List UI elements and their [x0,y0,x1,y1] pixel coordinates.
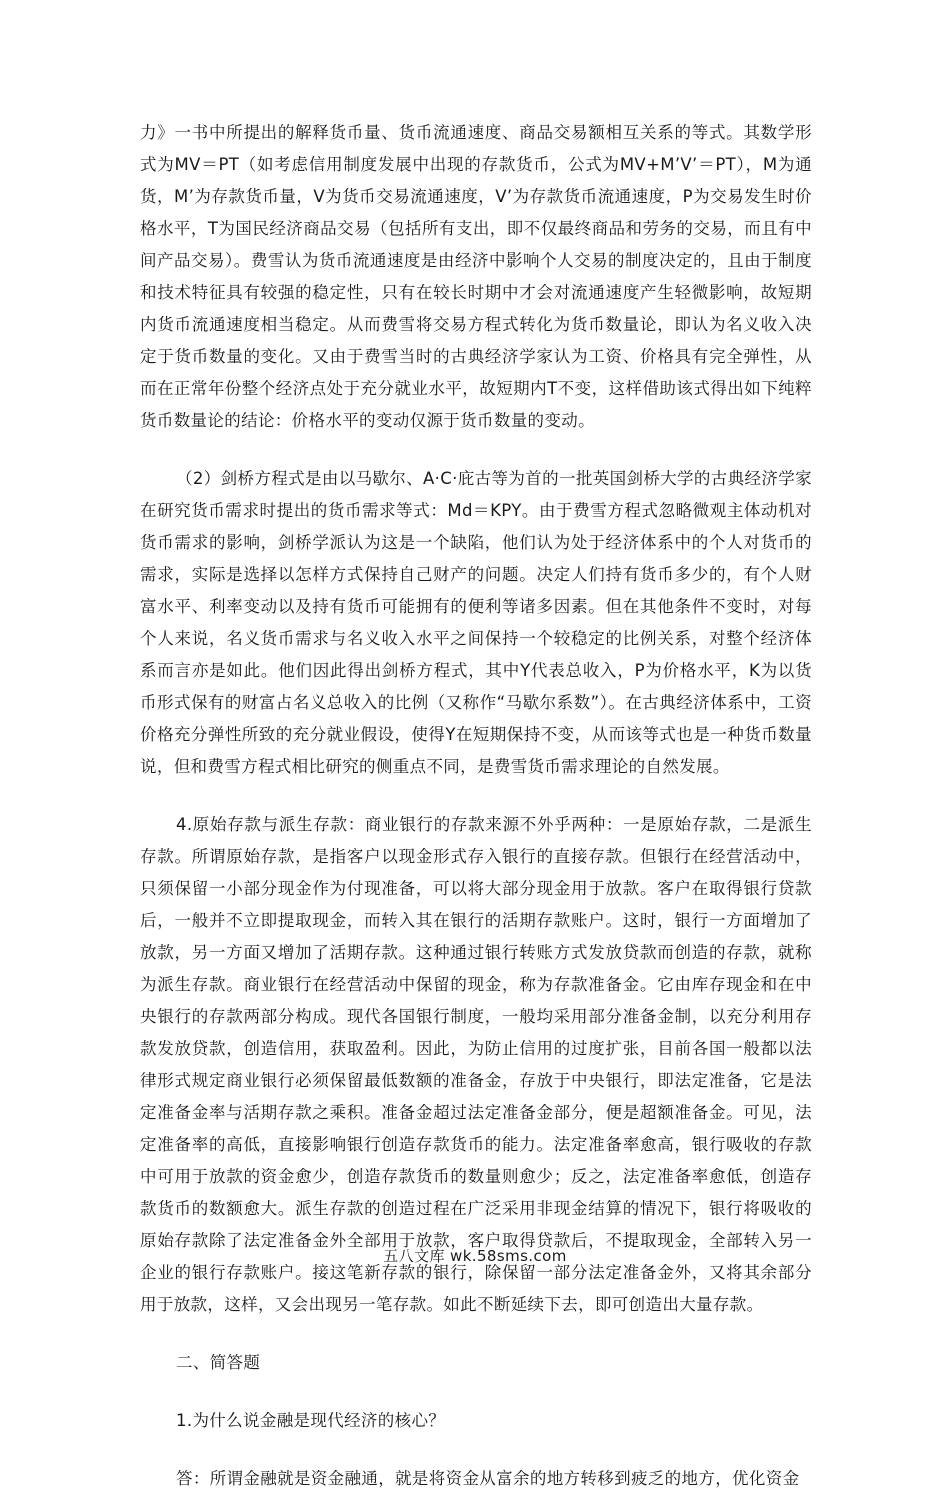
paragraph-spacer [140,1321,812,1347]
paragraph-spacer [140,1437,812,1463]
document-body [140,117,812,1495]
page-footer: 五八文库 wk.58sms.com [383,1247,567,1265]
question-heading: 1.为什么说金融是现代经济的核心？ [176,1411,446,1430]
paragraph-spacer [140,1379,812,1405]
paragraph-spacer [140,437,812,463]
paragraph-cambridge-equation: （2）剑桥方程式是由以马歇尔、A·C·庇古等为首的一批英国剑桥大学的古典经济学家在研究货币需求时提出的货币需求等式：Md＝KPY。由于费雪方程式忽略微观主体动机对货币需求的影响，剑桥学派认为这是一个缺陷，他们认为处于经济体系中的个人对货币的需求，实际是选择以怎样方式保持自己财产的问题。决定人们持有货币多少的，有个人财富水平、利率变动以及持有货币可能拥有的便利等诸多因素。但在其他条件不变时，对每个人来说，名义货币需求与名义收入水平之间保持一个较稳定的比例关系，对整个经济体系而言亦是如此。他们因此得出剑桥方程式，其中Y代表总收入，P为价格水平，K为以货币形式保有的财富占名义总收入的比例（又称作“马歇尔系数”）。在古典经济体系中，工资价格充分弹性所致的充分就业假设，使得Y在短期保持不变，从而该等式也是一种货币数量说，但和费雪方程式相比研究的侧重点不同，是费雪货币需求理论的自然发展。 [140,469,812,776]
paragraph-fisher-equation: 力》一书中所提出的解释货币量、货币流通速度、商品交易额相互关系的等式。其数学形式为MV＝PT（如考虑信用制度发展中出现的存款货币，公式为MV+M’V’＝PT），M为通货，M’为存款货币量，V为货币交易流通速度，V’为存款货币流通速度，P为交易发生时价格水平，T为国民经济商品交易（包括所有支出，即不仅最终商品和劳务的交易，而且有中间产品交易）。费雪认为货币流通速度是由经济中影响个人交易的制度决定的，且由于制度和技术特征具有较强的稳定性，只有在较长时期中才会对流通速度产生轻微影响，故短期内货币流通速度相当稳定。从而费雪将交易方程式转化为货币数量论，即认为名义收入决定于货币数量的变化。又由于费雪当时的古典经济学家认为工资、价格具有完全弹性，从而在正常年份整个经济点处于充分就业水平，故短期内T不变，这样借助该式得出如下纯粹货币数量论的结论：价格水平的变动仅源于货币数量的变动。 [140,123,812,430]
paragraph-spacer [140,783,812,809]
section-heading-short-answer: 二、简答题 [176,1353,261,1372]
answer-paragraph: 答：所谓金融就是资金融通，就是将资金从富余的地方转移到疲乏的地方，优化资金 [176,1469,800,1488]
paragraph-original-derived-deposits: 4.原始存款与派生存款：商业银行的存款来源不外乎两种：一是原始存款，二是派生存款。所谓原始存款，是指客户以现金形式存入银行的直接存款。但银行在经营活动中，只须保留一小部分现金作为付现准备，可以将大部分现金用于放款。客户在取得银行贷款后，一般并不立即提取现金，而转入其在银行的活期存款账户。这时，银行一方面增加了放款，另一方面又增加了活期存款。这种通过银行转账方式发放贷款而创造的存款，就称为派生存款。商业银行在经营活动中保留的现金，称为存款准备金。它由库存现金和在中央银行的存款两部分构成。现代各国银行制度，一般均采用部分准备金制，以充分利用存款发放贷款，创造信用，获取盈利。因此，为防止信用的过度扩张，目前各国一般都以法律形式规定商业银行必须保留最低数额的准备金，存放于中央银行，即法定准备，它是法定准备金率与活期存款之乘积。准备金超过法定准备金部分，便是超额准备金。可见，法定准备率的高低，直接影响银行创造存款货币的能力。法定准备率愈高，银行吸收的存款中可用于放款的资金愈少，创造存款货币的数量则愈少；反之，法定准备率愈低，创造存款货币的数额愈大。派生存款的创造过程在广泛采用非现金结算的情况下，银行将吸收的原始存款除了法定准备金外全部用于放款，客户取得贷款后，不提取现金，全部转入另一企业的银行存款账户。接这笔新存款的银行，除保留一部分法定准备金外，又将其余部分用于放款，这样，又会出现另一笔存款。如此不断延续下去，即可创造出大量存款。 [140,815,812,1314]
